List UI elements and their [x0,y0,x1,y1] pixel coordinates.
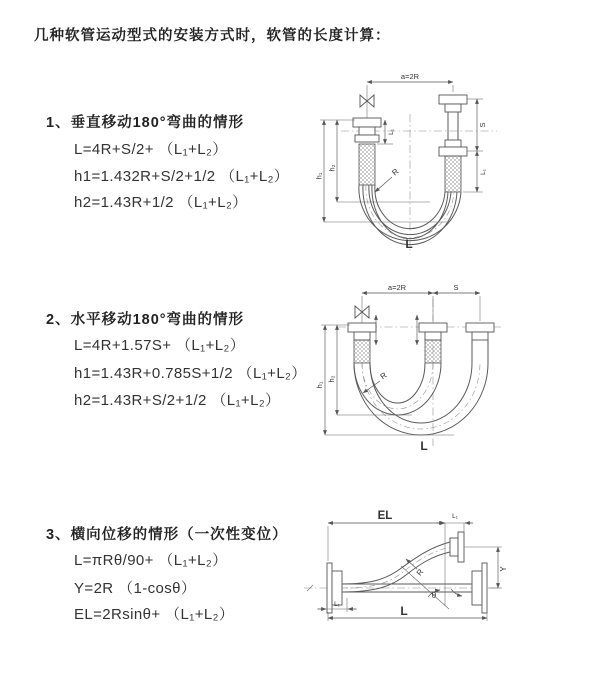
dimension-l [328,604,487,621]
dimension-span-a2r [362,283,480,321]
dimension-l1-bottom [317,598,357,612]
left-pipe-flange [353,118,381,185]
diagram-vertical-180-bend [315,68,585,258]
dim-label-l-total: L [405,237,413,251]
dim-label-l1: L₁ [334,601,340,608]
dim-label-l1: L₁ [388,129,395,135]
dimension-s-right [467,99,487,151]
formula-line: L=4R+S/2+ （L₁+L₂） [74,141,228,158]
dim-label-l1: L₁ [452,513,458,520]
dim-label-r: R [414,567,426,578]
dim-label-r: R [390,166,401,178]
dim-label-l-total: L [420,439,428,453]
formula-line: L=πRθ/90+ （L₁+L₂） [74,552,228,569]
diagram-lateral-displacement [300,503,600,658]
dimension-span-a2r [367,72,453,93]
right-flange-lower [472,563,487,613]
dim-label-l1: L₁ [480,169,487,175]
dim-label-h1: h₁ [315,381,324,389]
formula-line: EL=2Rsinθ+ （L₁+L₂） [74,606,235,623]
section-1-heading: 1、垂直移动180°弯曲的情形 [46,115,245,131]
dim-label-a2r: a=2R [400,72,420,81]
formula-line: h2=1.43R+1/2 （L₁+L₂） [74,194,248,211]
right-pipe-flange [466,323,494,363]
dimension-l1-right [463,151,487,192]
radius-leader [375,167,401,192]
dim-label-l-total: L [400,604,408,618]
section-2-heading: 2、水平移动180°弯曲的情形 [46,312,245,328]
hose-u-displaced [354,363,488,435]
dim-label-h2: h₂ [327,375,336,383]
dim-label-h1: h₁ [315,172,324,180]
radius-leader [406,559,426,577]
page-title: 几种软管运动型式的安装方式时，软管的长度计算： [34,28,391,44]
braid-section [445,156,461,192]
dim-label-a2r: a=2R [387,283,407,292]
formula-line: h1=1.43R+0.785S+1/2 （L₁+L₂） [74,365,307,382]
valve-icon [355,305,369,323]
formula-line: Y=2R （1-cosθ） [74,580,197,597]
dim-label-el: EL [377,510,393,522]
braid-section [359,144,375,185]
left-pipe-flange [348,323,376,363]
upper-flange [450,532,502,562]
dimension-y [488,547,508,588]
dim-label-y: Y [499,566,508,572]
right-pipe-flange [439,95,467,192]
angle-theta [401,566,462,609]
dimension-l1-top [436,513,473,532]
formula-line: h1=1.432R+S/2+1/2 （L₁+L₂） [74,168,290,185]
formula-line: L=4R+1.57S+ （L₁+L₂） [74,337,246,354]
diagram-horizontal-180-bend [312,281,597,466]
dim-label-s: S [478,122,487,128]
fitting-length-ticks [376,315,417,345]
dim-label-theta: θ [431,591,437,600]
section-3-heading: 3、横向位移的情形（一次性变位） [46,527,288,543]
formula-line: h2=1.43R+S/2+1/2 （L₁+L₂） [74,392,281,409]
hose-u-original [354,363,441,415]
dim-label-s: S [453,283,459,292]
valve-icon [360,93,374,118]
dimension-h2 [328,120,431,202]
dim-label-h2: h₂ [327,164,337,172]
middle-pipe-flange [419,323,447,363]
dim-label-r: R [378,370,389,382]
